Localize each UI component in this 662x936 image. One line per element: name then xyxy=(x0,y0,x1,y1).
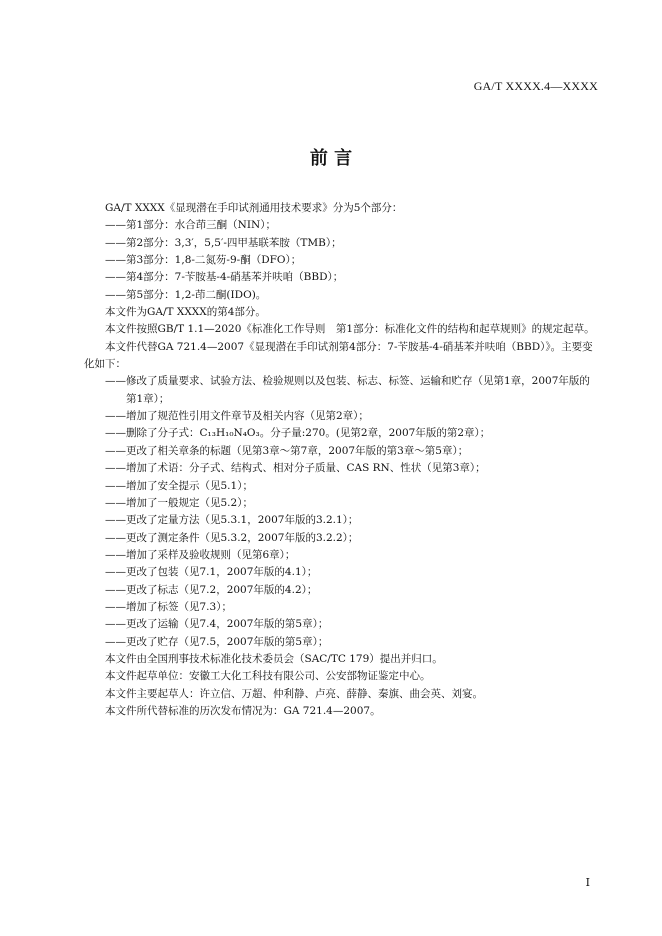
page-title: 前 言 xyxy=(309,148,353,169)
drafting-rule-paragraph: 本文件按照GB/T 1.1—2020《标准化工作导则 第1部分：标准化文件的结构和起草规则》的规定起草。 xyxy=(105,323,595,336)
list-item: ——第1部分：水合茚三酮（NIN）； xyxy=(105,219,276,232)
foreword-body xyxy=(84,200,598,720)
page-number: I xyxy=(585,876,590,889)
proposer-paragraph: 本文件由全国刑事技术标准化技术委员会（SAC/TC 179）提出并归口。 xyxy=(105,652,443,665)
list-item: ——删除了分子式：C₁₃H₁₀N₄O₃。分子量:270。(见第2章，2007年版的第2章）； xyxy=(105,427,491,440)
list-item: ——增加了标签（见7.3）； xyxy=(105,600,232,613)
intro-paragraph: GA/T XXXX《显现潜在手印试剂通用技术要求》分为5个部分： xyxy=(105,202,403,214)
list-item: ——第4部分：7-苄胺基-4-硝基苯并呋咱（BBD）； xyxy=(105,271,344,284)
list-item: ——增加了术语：分子式、结构式、相对分子质量、CAS RN、性状（见第3章）； xyxy=(105,462,486,475)
list-item: ——增加了采样及验收规则（见第6章）； xyxy=(105,548,296,561)
list-item: ——更改了标志（见7.2，2007年版的4.2）； xyxy=(105,583,318,596)
list-item: ——更改了定量方法（见5.3.1，2007年版的3.2.1）； xyxy=(105,514,359,527)
replaces-paragraph: 本文件代替GA 721.4—2007《显现潜在手印试剂第4部分：7-苄胺基-4-硝基苯并呋咱（BBD）》。主要变化如下： xyxy=(84,340,593,371)
history-paragraph: 本文件所代替标准的历次发布情况为：GA 721.4—2007。 xyxy=(105,704,381,717)
document-number: GA/T XXXX.4—XXXX xyxy=(473,79,598,93)
list-item: ——增加了安全提示（见5.1）； xyxy=(105,479,253,492)
drafting-units-paragraph: 本文件起草单位：安徽工大化工科技有限公司、公安部物证鉴定中心。 xyxy=(105,670,431,683)
drafters-paragraph: 本文件主要起草人：许立信、万超、仲利静、卢亮、薛静、秦旗、曲会英、刘宴。 xyxy=(105,687,483,700)
list-item: ——更改了贮存（见7.5，2007年版的第5章）； xyxy=(105,635,329,648)
list-item: ——第2部分：3,3′，5,5′-四甲基联苯胺（TMB）； xyxy=(105,236,342,249)
list-item: ——更改了测定条件（见5.3.2，2007年版的3.2.2）； xyxy=(105,531,359,544)
list-item: ——增加了一般规定（见5.2）； xyxy=(105,496,253,509)
list-item: ——更改了运输（见7.4，2007年版的第5章）； xyxy=(105,618,329,631)
list-item: ——第5部分：1,2-茚二酮(IDO)。 xyxy=(105,288,267,301)
list-item: ——第3部分：1,8-二氮芴-9-酮（DFO）； xyxy=(105,254,302,267)
list-item: ——修改了质量要求、试验方法、检验规则以及包装、标志、标签、运输和贮存（见第1章，2007年版的第1章）； xyxy=(105,375,590,405)
this-part-paragraph: 本文件为GA/T XXXX的第4部分。 xyxy=(105,306,266,319)
list-item: ——更改了相关章条的标题（见第3章～第7章，2007年版的第3章～第5章）； xyxy=(105,444,469,457)
list-item: ——更改了包装（见7.1，2007年版的4.1）； xyxy=(105,566,318,579)
list-item: ——增加了规范性引用文件章节及相关内容（见第2章）； xyxy=(105,410,369,423)
